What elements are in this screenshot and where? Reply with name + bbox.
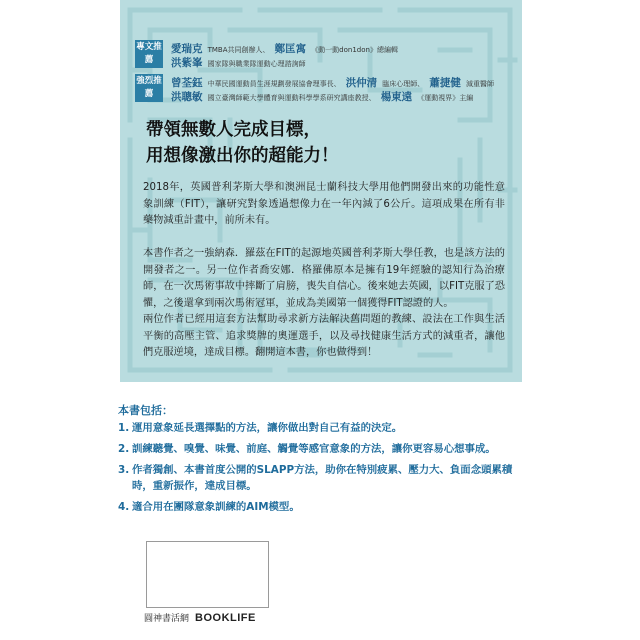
- recommend-tag: 專文推薦: [135, 40, 163, 68]
- recommender-name: 楊東遠: [380, 91, 413, 103]
- recommend-tag: 強烈推薦: [135, 74, 163, 102]
- recommender-name: 曾荃鈺: [171, 77, 203, 89]
- publisher-name: 圓神書活網: [144, 614, 190, 624]
- headline-line-2: 用想像激出你的超能力！: [146, 146, 339, 166]
- list-item-number: 4.: [118, 501, 130, 513]
- barcode-placeholder: [146, 541, 269, 608]
- recommender-title: 《動一動don1don》總編輯: [311, 46, 398, 54]
- recommender-title: TMBA共同創辦人: [207, 46, 263, 54]
- list-item-text: 作者獨創、本書首度公開的SLAPP方法，助你在特別疲累、壓力大、負面念頭累積時，重新振作，達成目標。: [132, 464, 513, 492]
- recommender-name: 洪仲清: [345, 77, 378, 89]
- body-paragraph-3: 兩位作者已經用這套方法幫助尋求新方法解決舊問題的教練、設法在工作與生活平衡的高壓主管、追求獎牌的奧運選手，以及尋找健康生活方式的減重者，讓他們克服逆境，達成目標。翻開這本書，你也做得到！: [143, 314, 505, 358]
- list-item-number: 2.: [118, 443, 130, 455]
- contents-title: 本書包括：: [118, 404, 173, 417]
- recommender-line: 洪聰敏 國立臺灣師範大學體育與運動科學學系研究講座教授、 楊東遠 《運動視界》主編: [171, 91, 474, 103]
- recommender-title: 減重醫師: [465, 80, 494, 88]
- recommender-name: 鄭匡寓: [274, 43, 307, 55]
- list-item-text: 運用意象延長選擇點的方法，讓你做出對自己有益的決定。: [132, 422, 403, 434]
- publisher-logo: [144, 611, 256, 624]
- headline: [146, 117, 496, 169]
- recommender-title: 國立臺灣師範大學體育與運動科學學系研究講座教授: [207, 94, 369, 102]
- recommender-title: 臨床心理師: [382, 80, 418, 88]
- list-item-number: 1.: [118, 422, 130, 434]
- recommender-line: 愛瑞克 TMBA共同創辦人、 鄭匡寓 《動一動don1don》總編輯: [171, 43, 398, 55]
- list-item: [118, 499, 513, 515]
- headline-line-1: 帶領無數人完成目標，: [146, 120, 321, 140]
- list-item-text: 適合用在團隊意象訓練的AIM模型。: [132, 501, 300, 513]
- recommender-title: 國家隊與職業隊運動心理諮詢師: [207, 60, 306, 68]
- recommender-name: 洪紫峯: [171, 57, 203, 69]
- recommender-line: 曾荃鈺 中華民國運動員生涯規劃發展協會理事長、 洪仲清 臨床心理師、 蕭捷健 減重醫師: [171, 77, 494, 89]
- recommender-name: 蕭捷健: [429, 77, 461, 89]
- body-paragraph-2: 本書作者之一強納森．羅茲在FIT的起源地英國普利茅斯大學任教，也是該方法的開發者之一。另一位作者喬安娜．格羅佛原本是擁有19年經驗的認知行為治療師，在一次馬術事故中摔斷了肩膀，喪失自信心。後來她去英國，以FIT克服了恐懼，之後還拿到兩次馬術冠軍，並成為美國第一個獲得FIT認證的人。: [143, 248, 505, 309]
- recommender-title: 《運動視界》主編: [417, 94, 474, 102]
- recommender-name: 洪聰敏: [171, 91, 203, 103]
- list-item-text: 訓練聽覺、嗅覺、味覺、前庭、觸覺等感官意象的方法，讓你更容易心想事成。: [132, 443, 496, 455]
- contents-list: [118, 420, 513, 520]
- recommender-line: [171, 54, 526, 68]
- list-item: [118, 441, 513, 457]
- list-item: [118, 420, 513, 436]
- list-item-number: 3.: [118, 464, 130, 476]
- recommender-title: 中華民國運動員生涯規劃發展協會理事長: [207, 80, 334, 88]
- list-item: [118, 462, 513, 494]
- publisher-brand: BOOKLIFE: [195, 611, 256, 624]
- recommender-name: 愛瑞克: [171, 43, 203, 55]
- body-paragraph-1: 2018年，英國普利茅斯大學和澳洲昆士蘭科技大學用他們開發出來的功能性意象訓練（FIT），讓研究對象透過想像力在一年內減了6公斤。這項成果在所有非藥物減重計畫中，前所未有。: [143, 182, 505, 226]
